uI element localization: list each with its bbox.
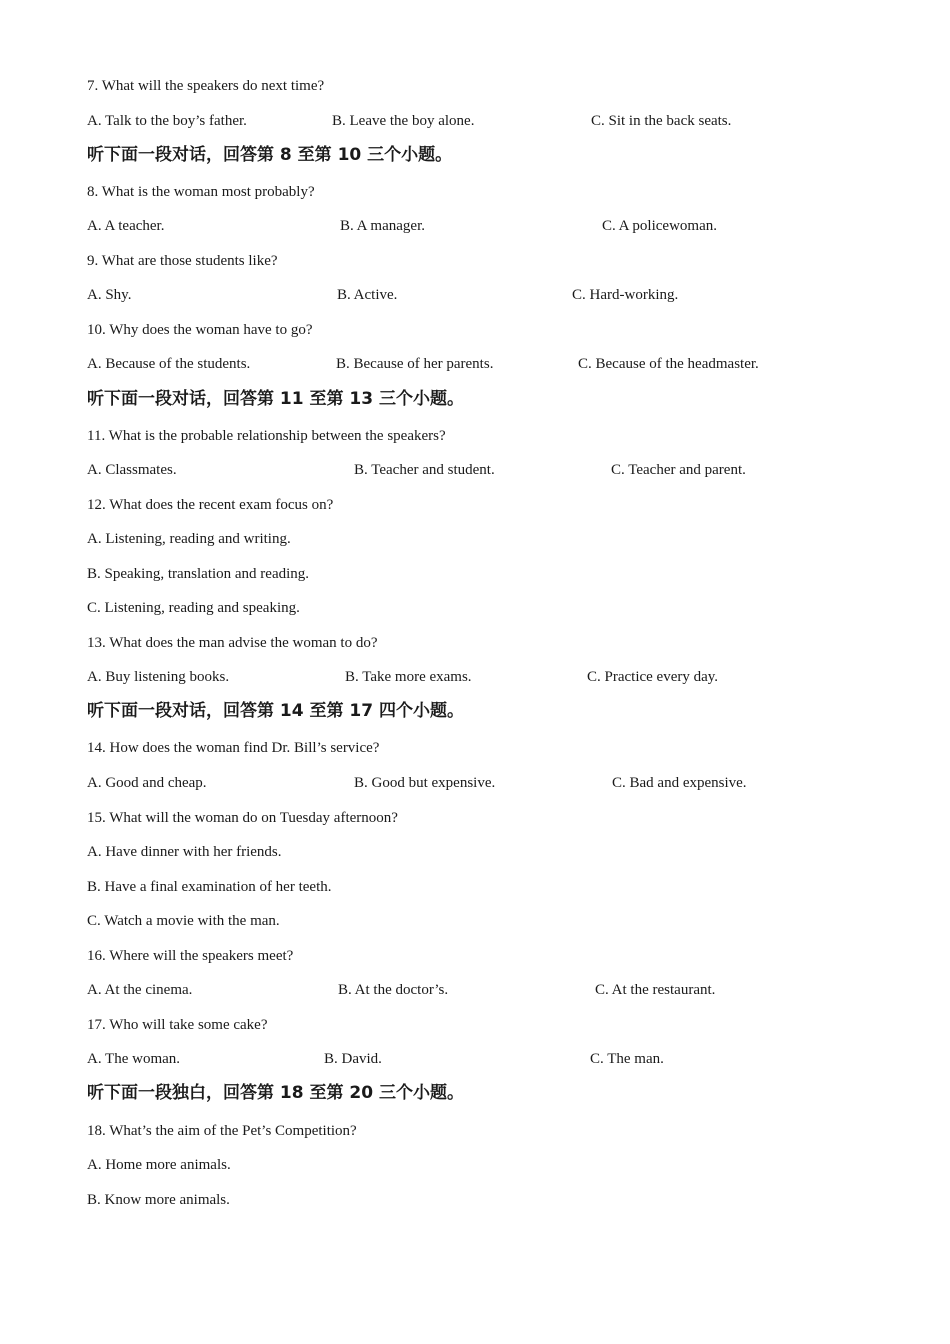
option-16c: C. At the restaurant. <box>595 982 716 998</box>
option-14c: C. Bad and expensive. <box>612 775 747 791</box>
option-9a: A. Shy. <box>87 287 132 303</box>
question-7: 7. What will the speakers do next time? <box>87 78 325 94</box>
option-17a: A. The woman. <box>87 1051 181 1067</box>
question-15: 15. What will the woman do on Tuesday afternoon? <box>87 810 398 826</box>
option-7a: A. Talk to the boy’s father. <box>87 113 247 129</box>
option-10c: C. Because of the headmaster. <box>578 356 759 372</box>
option-16a: A. At the cinema. <box>87 982 193 998</box>
option-13c: C. Practice every day. <box>587 669 719 685</box>
option-8c: C. A policewoman. <box>602 218 717 234</box>
option-14a: A. Good and cheap. <box>87 775 207 791</box>
option-11c: C. Teacher and parent. <box>611 462 746 478</box>
option-12a: A. Listening, reading and writing. <box>87 531 291 547</box>
question-11: 11. What is the probable relationship between the speakers? <box>87 428 446 444</box>
option-18b: B. Know more animals. <box>87 1192 230 1208</box>
question-18: 18. What’s the aim of the Pet’s Competition? <box>87 1123 357 1139</box>
question-13: 13. What does the man advise the woman to do? <box>87 635 378 651</box>
option-11a: A. Classmates. <box>87 462 177 478</box>
option-15b: B. Have a final examination of her teeth. <box>87 879 332 895</box>
option-15c: C. Watch a movie with the man. <box>87 913 280 929</box>
option-9c: C. Hard-working. <box>572 287 679 303</box>
option-14b: B. Good but expensive. <box>354 775 496 791</box>
question-12: 12. What does the recent exam focus on? <box>87 497 334 513</box>
section-heading-11-13: 听下面一段对话，回答第 11 至第 13 三个小题。 <box>87 389 464 409</box>
option-12b: B. Speaking, translation and reading. <box>87 566 310 582</box>
option-9b: B. Active. <box>337 287 398 303</box>
question-14: 14. How does the woman find Dr. Bill’s service? <box>87 740 380 756</box>
section-heading-14-17: 听下面一段对话，回答第 14 至第 17 四个小题。 <box>87 701 464 721</box>
option-10b: B. Because of her parents. <box>336 356 494 372</box>
question-8: 8. What is the woman most probably? <box>87 184 315 200</box>
option-8b: B. A manager. <box>340 218 425 234</box>
option-13a: A. Buy listening books. <box>87 669 230 685</box>
option-15a: A. Have dinner with her friends. <box>87 844 282 860</box>
option-8a: A. A teacher. <box>87 218 165 234</box>
option-13b: B. Take more exams. <box>345 669 472 685</box>
section-heading-18-20: 听下面一段独白，回答第 18 至第 20 三个小题。 <box>87 1083 464 1103</box>
option-10a: A. Because of the students. <box>87 356 251 372</box>
section-heading-8-10: 听下面一段对话，回答第 8 至第 10 三个小题。 <box>87 145 453 165</box>
question-17: 17. Who will take some cake? <box>87 1017 268 1033</box>
option-7b: B. Leave the boy alone. <box>332 113 475 129</box>
option-12c: C. Listening, reading and speaking. <box>87 600 300 616</box>
question-10: 10. Why does the woman have to go? <box>87 322 313 338</box>
option-17b: B. David. <box>324 1051 382 1067</box>
option-17c: C. The man. <box>590 1051 664 1067</box>
question-16: 16. Where will the speakers meet? <box>87 948 294 964</box>
option-11b: B. Teacher and student. <box>354 462 495 478</box>
question-9: 9. What are those students like? <box>87 253 278 269</box>
option-7c: C. Sit in the back seats. <box>591 113 732 129</box>
option-16b: B. At the doctor’s. <box>338 982 449 998</box>
option-18a: A. Home more animals. <box>87 1157 231 1173</box>
